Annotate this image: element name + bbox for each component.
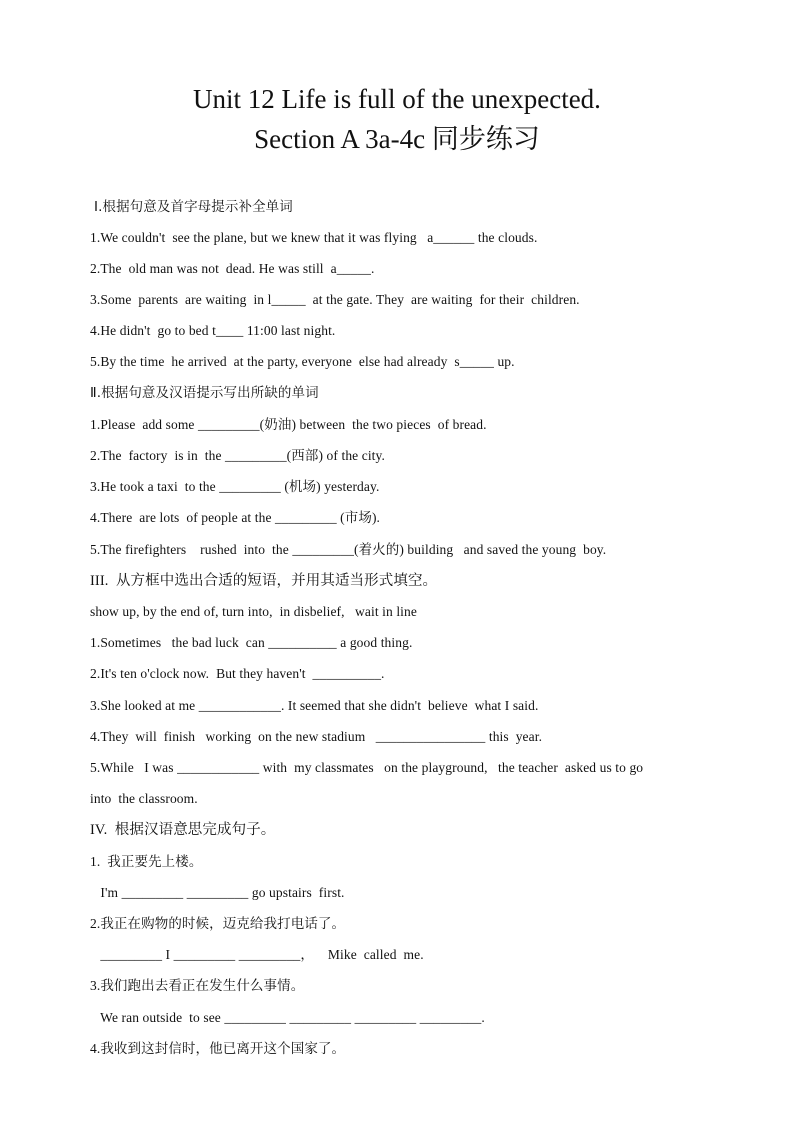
section-3-item-1: 1.Sometimes the bad luck can __________ a good thing.	[90, 635, 413, 650]
section-3-item-4: 4.They will finish working on the new stadium ________________ this year.	[90, 729, 543, 744]
section-3-item-3: 3.She looked at me ____________. It seemed that she didn't believe what I said.	[90, 698, 539, 713]
section-3-item-5-continued: into the classroom.	[90, 791, 198, 806]
section-2-item-4: 4.There are lots of people at the _________ (市场).	[90, 510, 381, 525]
section-1-item-3: 3.Some parents are waiting in l_____ at the gate. They are waiting for their children.	[90, 292, 580, 307]
section-4-heading: IV. 根据汉语意思完成句子。	[90, 822, 276, 838]
section-4-item-3-answer: We ran outside to see _________ _________ _________ _________.	[90, 1010, 485, 1025]
section-1-item-1: 1.We couldn't see the plane, but we knew that it was flying a______ the clouds.	[90, 230, 538, 245]
section-3-phrase-box: show up, by the end of, turn into, in disbelief, wait in line	[90, 604, 417, 619]
section-3-item-2: 2.It's ten o'clock now. But they haven't __________.	[90, 666, 385, 681]
section-1-item-4: 4.He didn't go to bed t____ 11:00 last night.	[90, 323, 336, 338]
section-1-item-2: 2.The old man was not dead. He was still a_____.	[90, 261, 375, 276]
section-3-item-5: 5.While I was ____________ with my classmates on the playground, the teacher asked us to go	[90, 760, 644, 775]
section-3-heading: III. 从方框中选出合适的短语，并用其适当形式填空。	[90, 573, 438, 589]
section-4-item-1-prompt: 1. 我正要先上楼。	[90, 854, 203, 869]
section-4-item-2-answer: _________ I _________ _________， Mike called me.	[90, 947, 424, 962]
section-1-heading: Ⅰ.根据句意及首字母提示补全单词	[94, 199, 293, 215]
section-4-item-2-prompt: 2.我正在购物的时候，迈克给我打电话了。	[90, 916, 346, 931]
section-2-item-5: 5.The firefighters rushed into the _________(着火的) building and saved the young boy.	[90, 542, 607, 557]
worksheet-title-line-1: Unit 12 Life is full of the unexpected.	[193, 84, 601, 114]
section-2-item-2: 2.The factory is in the _________(西部) of the city.	[90, 448, 385, 463]
section-4-item-4-prompt: 4.我收到这封信时，他已离开这个国家了。	[90, 1041, 346, 1056]
section-4-item-3-prompt: 3.我们跑出去看正在发生什么事情。	[90, 978, 305, 993]
worksheet-title-line-2: Section A 3a-4c 同步练习	[254, 124, 540, 154]
section-4-item-1-answer: I'm _________ _________ go upstairs first.	[90, 885, 345, 900]
section-2-heading: Ⅱ.根据句意及汉语提示写出所缺的单词	[90, 385, 319, 401]
section-1-item-5: 5.By the time he arrived at the party, everyone else had already s_____ up.	[90, 354, 515, 369]
section-2-item-3: 3.He took a taxi to the _________ (机场) yesterday.	[90, 479, 380, 494]
section-2-item-1: 1.Please add some _________(奶油) between the two pieces of bread.	[90, 417, 487, 432]
